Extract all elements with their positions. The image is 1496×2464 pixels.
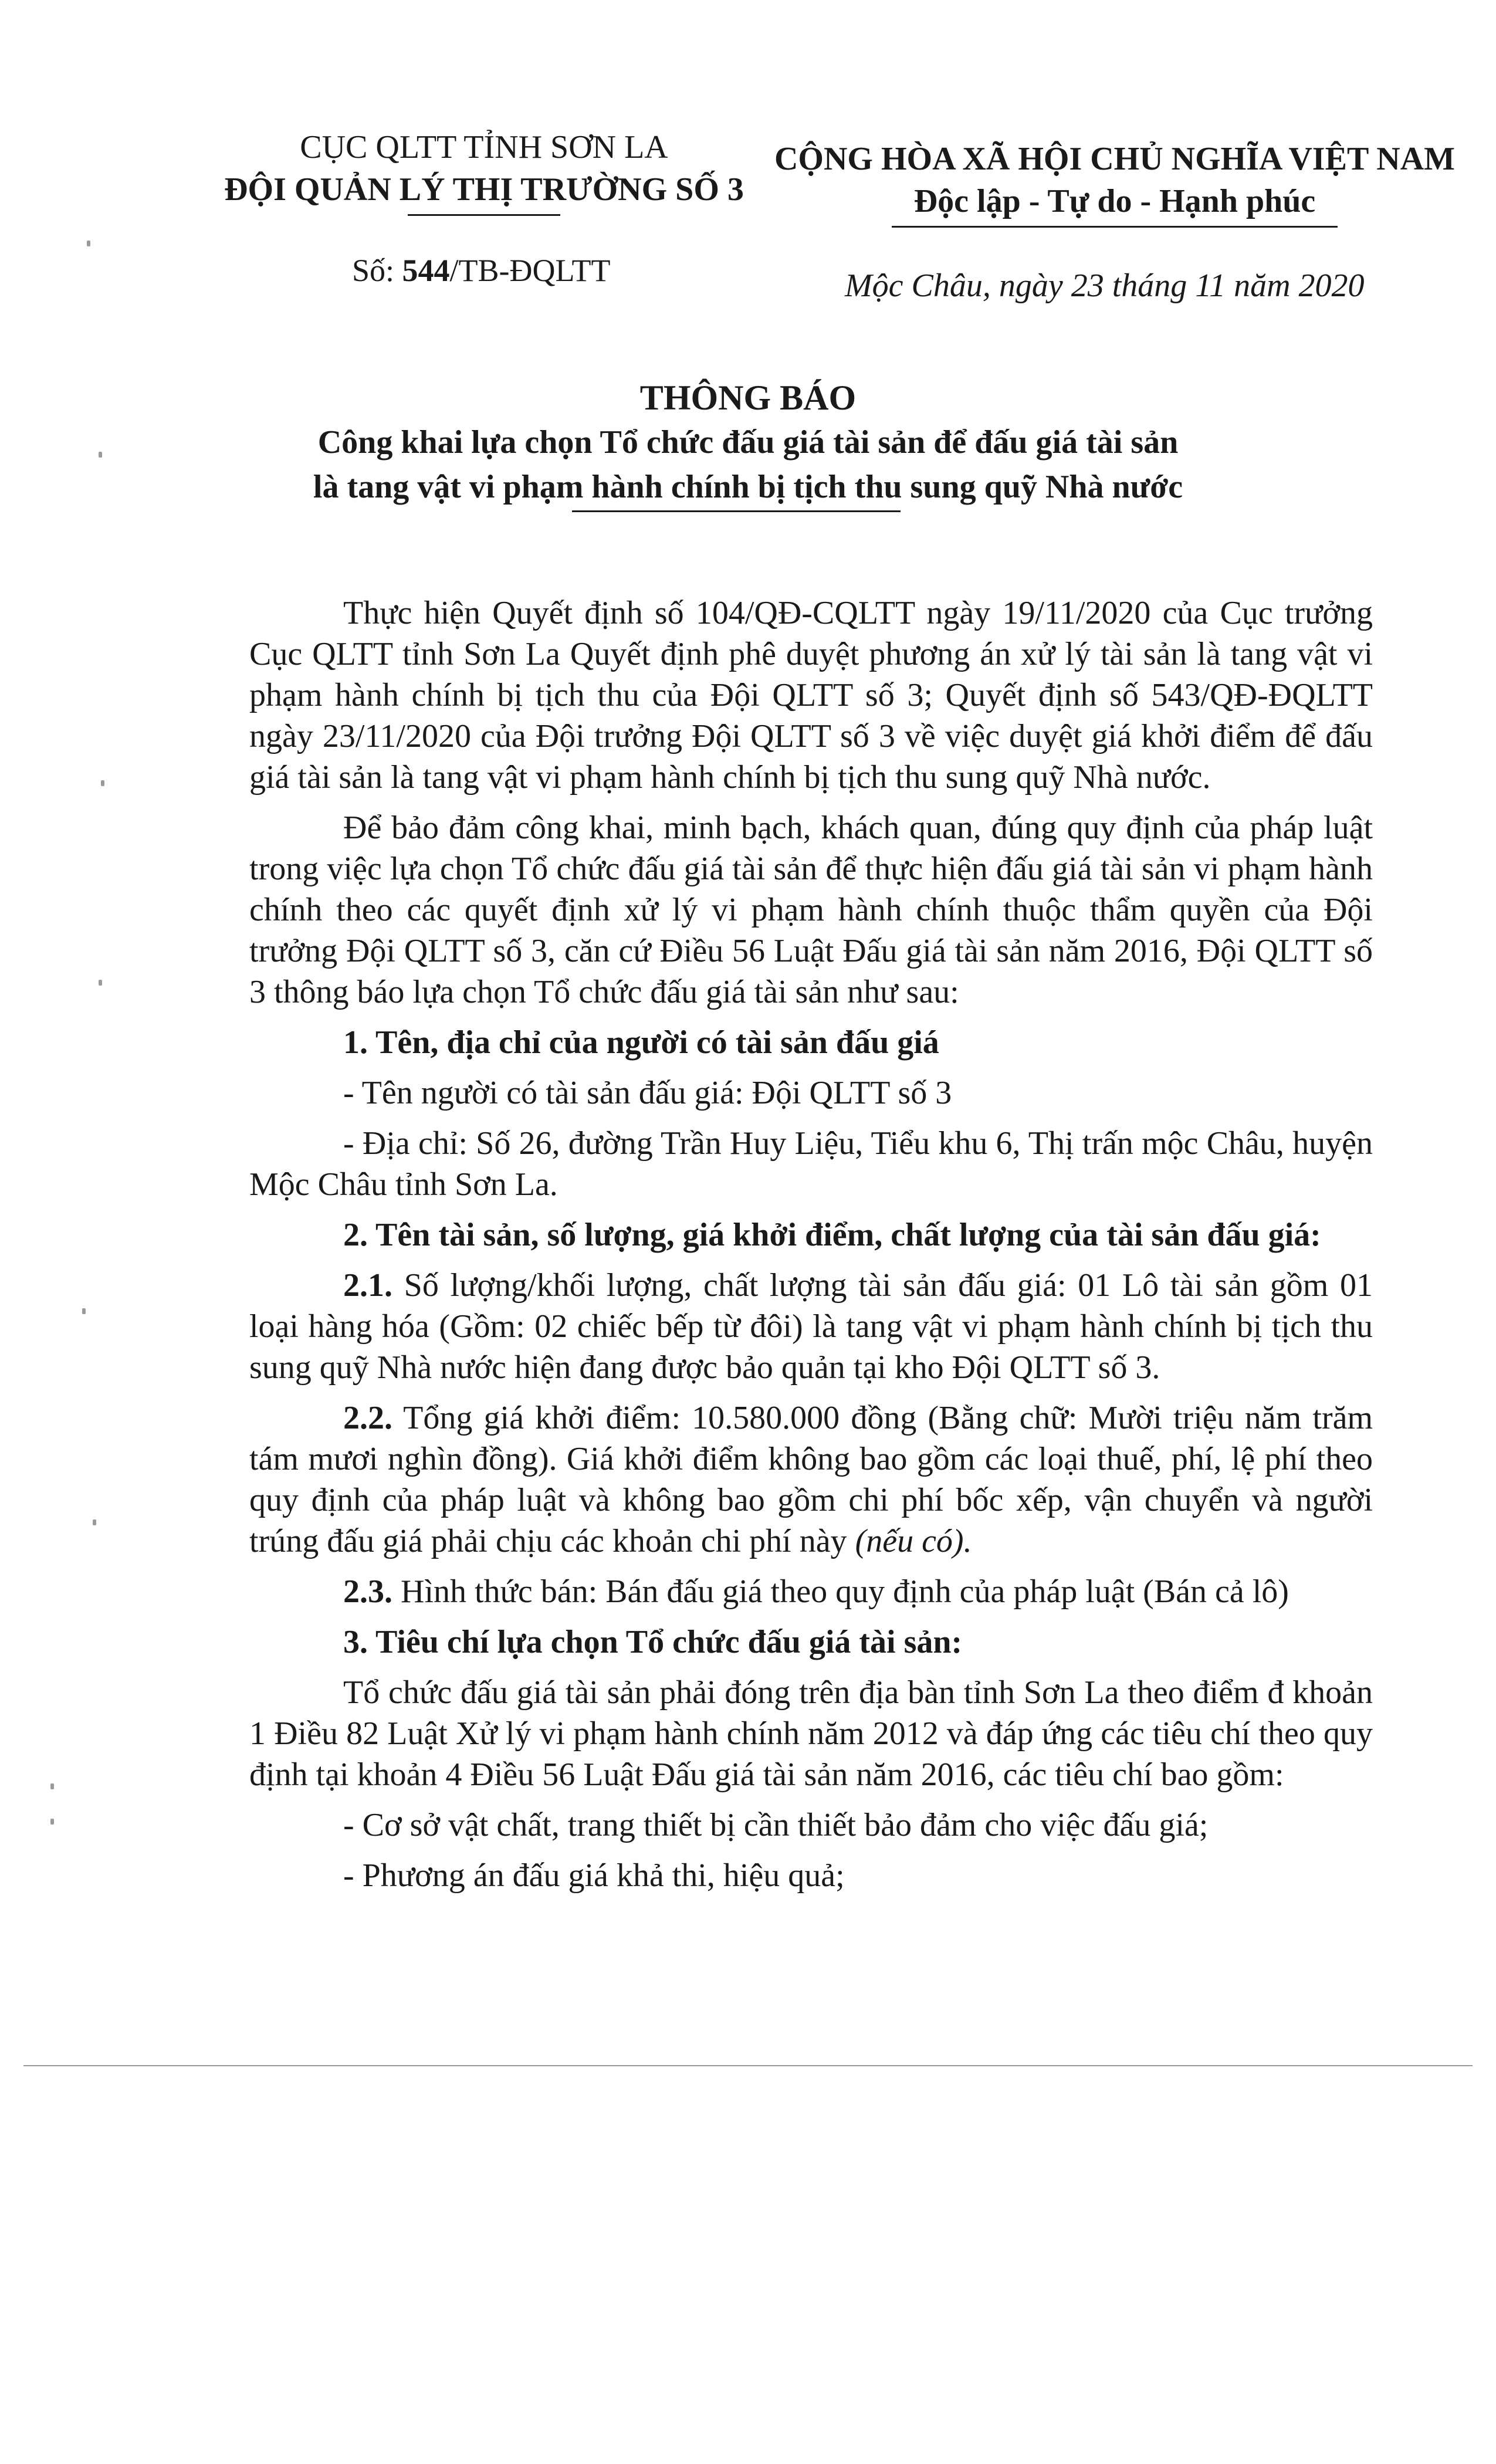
scan-speck [50,1819,54,1825]
clause-2-1-text: Số lượng/khối lượng, chất lượng tài sản đấu giá: 01 Lô tài sản gồm 01 loại hàng hóa (Gồm: 02 chiếc bếp từ đôi) là tang vật vi phạm hành chính bị tịch thu sung quỹ Nhà nước hiện đang được bảo quản tại kho Đội QLTT số 3. [249,1267,1373,1386]
scan-speck [50,1783,54,1789]
clause-2-1 [249,1265,1373,1388]
clause-2-2-label: 2.2. [343,1400,392,1436]
clause-2-2 [249,1397,1373,1562]
national-motto-block [763,138,1467,228]
document-date: Mộc Châu, ngày 23 tháng 11 năm 2020 [845,268,1365,304]
agency-name: ĐỘI QUẢN LÝ THỊ TRƯỜNG SỐ 3 [224,171,744,208]
clause-2-2-italic: (nếu có). [855,1523,972,1559]
motto-underline [892,226,1338,228]
scan-speck [87,241,90,246]
section-1-heading: 1. Tên, địa chỉ của người có tài sản đấu giá [343,1024,939,1061]
scan-speck [99,980,102,986]
scan-speck [99,452,102,458]
clause-2-2-text: Tổng giá khởi điểm: 10.580.000 đồng (Bằng chữ: Mười triệu năm trăm tám mươi nghìn đồng). Giá khởi điểm không bao gồm các loại thuế, phí, lệ phí theo quy định của pháp luật và không bao gồm chi phí bốc xếp, vận chuyển và người trúng đấu giá phải chịu các khoản chi phí này [249,1400,1373,1559]
agency-underline [408,214,560,216]
country-name: CỘNG HÒA XÃ HỘI CHỦ NGHĨA VIỆT NAM [774,141,1456,177]
page-bottom-rule [23,2065,1473,2066]
clause-2-3-label: 2.3. [343,1573,392,1610]
title-main: THÔNG BÁO [639,378,857,417]
section-3-heading: 3. Tiêu chí lựa chọn Tổ chức đấu giá tài sản: [343,1624,963,1660]
criterion-plan: - Phương án đấu giá khả thi, hiệu quả; [343,1857,845,1894]
owner-address: - Địa chỉ: Số 26, đường Trần Huy Liệu, Tiểu khu 6, Thị trấn mộc Châu, huyện Mộc Châu tỉnh Sơn La. [249,1125,1373,1203]
paragraph-implementation: Thực hiện Quyết định số 104/QĐ-CQLTT ngày 19/11/2020 của Cục trưởng Cục QLTT tỉnh Sơn La Quyết định phê duyệt phương án xử lý tài sản là tang vật vi phạm hành chính bị tịch thu của Đội QLTT số 3; Quyết định số 543/QĐ-ĐQLTT ngày 23/11/2020 của Đội trưởng Đội QLTT số 3 về việc duyệt giá khởi điểm để đấu giá tài sản là tang vật vi phạm hành chính bị tịch thu sung quỹ Nhà nước. [249,595,1373,796]
document-title [176,375,1320,512]
scan-speck [82,1308,86,1314]
criterion-facilities: - Cơ sở vật chất, trang thiết bị cần thiết bảo đảm cho việc đấu giá; [343,1807,1209,1843]
clause-2-1-label: 2.1. [343,1267,392,1304]
title-subline-1: Công khai lựa chọn Tổ chức đấu giá tài sản để đấu giá tài sản [317,424,1179,461]
section-2-heading: 2. Tên tài sản, số lượng, giá khởi điểm, chất lượng của tài sản đấu giá: [343,1217,1321,1253]
document-body [249,593,1373,1905]
scan-speck [93,1519,96,1525]
title-underline [572,510,901,512]
owner-name: - Tên người có tài sản đấu giá: Đội QLTT số 3 [343,1075,952,1111]
title-subline-2: là tang vật vi phạm hành chính bị tịch thu sung quỹ Nhà nước [313,469,1183,505]
issuing-agency-block [211,126,757,216]
motto: Độc lập - Tự do - Hạnh phúc [913,183,1316,219]
document-number [352,252,611,289]
agency-parent: CỤC QLTT TỈNH SƠN LA [300,129,668,165]
scan-speck [101,780,104,786]
number-prefix: Số: [352,253,402,288]
clause-2-3-text: Hình thức bán: Bán đấu giá theo quy định của pháp luật (Bán cả lô) [392,1573,1289,1610]
number-value: 544 [402,253,450,288]
clause-2-3 [249,1571,1373,1612]
paragraph-purpose: Để bảo đảm công khai, minh bạch, khách quan, đúng quy định của pháp luật trong việc lựa chọn Tổ chức đấu giá tài sản để thực hiện đấu giá tài sản vi phạm hành chính theo các quyết định xử lý vi phạm hành chính thuộc thẩm quyền của Đội trưởng Đội QLTT số 3, căn cứ Điều 56 Luật Đấu giá tài sản năm 2016, Đội QLTT số 3 thông báo lựa chọn Tổ chức đấu giá tài sản như sau: [249,810,1373,1010]
section-3-text: Tổ chức đấu giá tài sản phải đóng trên địa bàn tỉnh Sơn La theo điểm đ khoản 1 Điều 82 Luật Xử lý vi phạm hành chính năm 2012 và đáp ứng các tiêu chí theo quy định tại khoản 4 Điều 56 Luật Đấu giá tài sản năm 2016, các tiêu chí bao gồm: [249,1674,1373,1793]
number-suffix: /TB-ĐQLTT [449,253,611,288]
